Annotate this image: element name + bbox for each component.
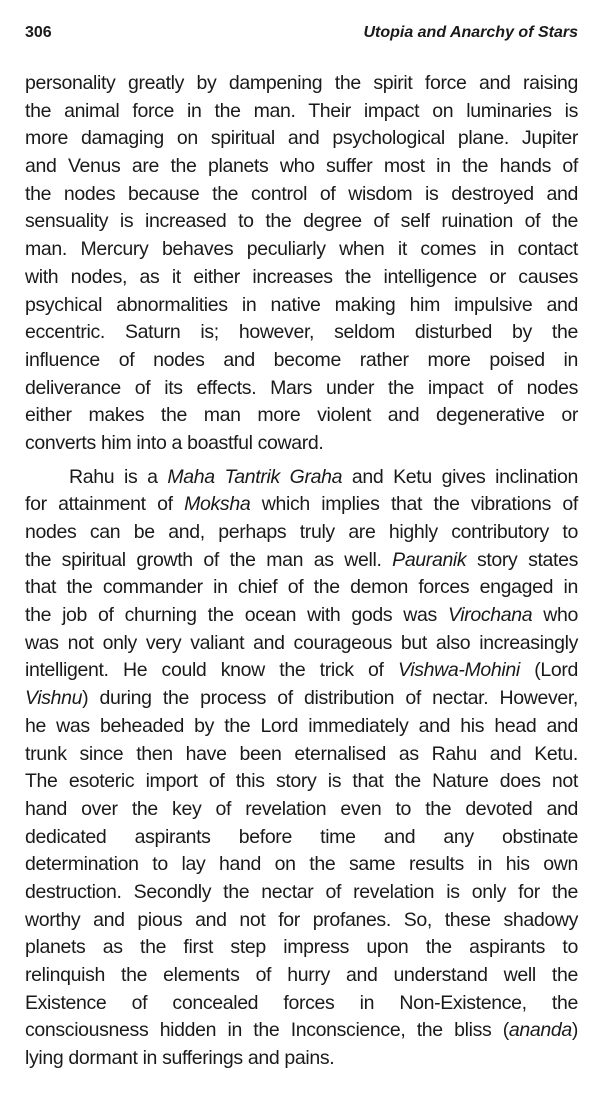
- text-segment: Existence of concealed forces in Non-Existence, the: [25, 991, 578, 1014]
- text-segment: personality greatly by dampening the spirit force and raising: [25, 72, 578, 94]
- text-segment: story states: [466, 548, 578, 571]
- text-segment: and Venus are the planets who suffer most in the hands of: [25, 155, 578, 178]
- text-line: [25, 236, 578, 264]
- text-segment: planets as the first step impress upon the aspirants to: [25, 936, 578, 959]
- running-title: Utopia and Anarchy of Stars: [363, 24, 578, 41]
- text-line: [25, 990, 578, 1018]
- text-line: [25, 464, 578, 492]
- text-segment: either makes the man more violent and degenerative or: [25, 404, 578, 427]
- text-line: [25, 208, 578, 236]
- text-line: [25, 907, 578, 935]
- text-segment: determination to lay hand on the same results in his own: [25, 853, 578, 876]
- text-line: [25, 685, 578, 713]
- text-segment: for attainment of: [25, 493, 185, 516]
- text-segment: relinquish the elements of hurry and understand well the: [25, 964, 578, 986]
- text-line: [25, 375, 578, 403]
- text-line: [25, 125, 578, 153]
- text-line: [25, 574, 578, 602]
- text-segment: the nodes because the control of wisdom is destroyed and: [25, 182, 578, 205]
- text-segment: man. Mercury behaves peculiarly when it comes in contact: [25, 238, 578, 261]
- text-line: [25, 153, 578, 181]
- text-line: [25, 519, 578, 547]
- text-line: [25, 430, 578, 458]
- text-line: [25, 181, 578, 209]
- text-segment: the spiritual growth of the man as well.: [25, 548, 393, 571]
- text-segment: who: [532, 604, 579, 627]
- text-segment: with nodes, as it either increases the intelligence or causes: [25, 265, 578, 288]
- italic-term: ananda: [508, 1019, 572, 1042]
- text-segment: ) during the process of distribution of nectar. However,: [82, 687, 578, 710]
- text-segment: the animal force in the man. Their impact on luminaries is: [25, 99, 578, 122]
- text-line: [25, 1045, 578, 1073]
- text-line: [25, 70, 578, 98]
- text-line: [25, 547, 578, 575]
- italic-term: Vishwa-Mohini: [397, 659, 520, 682]
- text-line: [25, 402, 578, 430]
- text-line: [25, 851, 578, 879]
- text-line: [25, 319, 578, 347]
- text-segment: deliverance of its effects. Mars under the impact of nodes: [25, 376, 578, 399]
- italic-term: Virochana: [447, 604, 533, 627]
- text-segment: (Lord: [519, 659, 578, 682]
- paragraph: [25, 70, 578, 458]
- text-line: [25, 713, 578, 741]
- text-segment: converts him into a boastful coward.: [25, 431, 324, 454]
- italic-term: Maha Tantrik Graha: [167, 465, 343, 488]
- text-segment: Rahu is a: [69, 465, 168, 488]
- text-line: [25, 1017, 578, 1045]
- text-segment: eccentric. Saturn is; however, seldom disturbed by the: [25, 321, 578, 344]
- paragraph: [25, 464, 578, 1073]
- page-number: 306: [25, 24, 52, 41]
- text-line: [25, 741, 578, 769]
- text-segment: that the commander in chief of the demon forces engaged in: [25, 576, 578, 599]
- text-line: [25, 347, 578, 375]
- italic-term: Vishnu: [25, 687, 83, 710]
- text-segment: nodes can be and, perhaps truly are highly contributory to: [25, 521, 578, 543]
- text-line: [25, 879, 578, 907]
- text-line: [25, 264, 578, 292]
- italic-term: Pauranik: [392, 548, 467, 571]
- text-line: [25, 962, 578, 990]
- text-segment: and Ketu gives inclination: [342, 465, 578, 488]
- text-line: [25, 602, 578, 630]
- text-line: [25, 630, 578, 658]
- text-segment: ): [571, 1019, 578, 1042]
- body-text: [25, 70, 578, 1073]
- italic-term: Moksha: [184, 493, 251, 516]
- text-line: [25, 934, 578, 962]
- text-line: [25, 657, 578, 685]
- text-segment: intelligent. He could know the trick of: [25, 659, 398, 682]
- text-segment: more damaging on spiritual and psychological plane. Jupiter: [25, 127, 578, 150]
- text-segment: dedicated aspirants before time and any obstinate: [25, 825, 578, 848]
- text-line: [25, 768, 578, 796]
- text-segment: The esoteric import of this story is that the Nature does not: [25, 770, 578, 793]
- text-segment: which implies that the vibrations of: [250, 493, 578, 516]
- text-segment: worthy and pious and not for profanes. So, these shadowy: [25, 908, 578, 931]
- text-segment: sensuality is increased to the degree of self ruination of the: [25, 210, 578, 233]
- text-segment: psychical abnormalities in native making him impulsive and: [25, 293, 578, 316]
- text-line: [25, 491, 578, 519]
- text-line: [25, 98, 578, 126]
- text-segment: was not only very valiant and courageous but also increasingly: [25, 631, 578, 654]
- text-segment: hand over the key of revelation even to the devoted and: [25, 797, 578, 820]
- text-segment: consciousness hidden in the Inconscience, the bliss (: [25, 1019, 509, 1042]
- text-segment: the job of churning the ocean with gods was: [25, 604, 448, 627]
- text-segment: influence of nodes and become rather more poised in: [25, 348, 578, 371]
- page-header: [25, 24, 578, 44]
- text-segment: destruction. Secondly the nectar of revelation is only for the: [25, 880, 578, 903]
- text-segment: lying dormant in sufferings and pains.: [25, 1047, 335, 1070]
- text-line: [25, 824, 578, 852]
- text-segment: trunk since then have been eternalised as Rahu and Ketu.: [25, 742, 578, 765]
- text-line: [25, 292, 578, 320]
- text-segment: he was beheaded by the Lord immediately and his head and: [25, 714, 578, 737]
- text-line: [25, 796, 578, 824]
